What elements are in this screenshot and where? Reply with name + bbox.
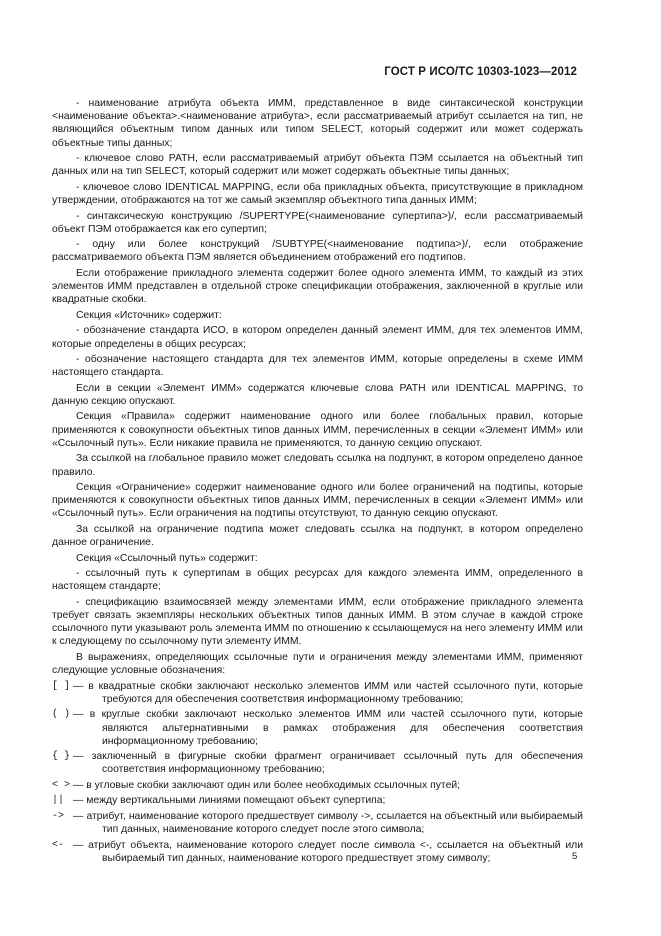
paragraph: - ключевое слово IDENTICAL MAPPING, если оба прикладных объекта, присутствующие в прикладном утверждении, отображаются на тот же самый экземпляр объектного типа данных ИММ; (52, 181, 583, 207)
paragraph: - обозначение стандарта ИСО, в котором определен данный элемент ИММ, для тех элементов ИММ, которые определены в общих ресурсах; (52, 325, 583, 350)
paragraph: В выражениях, определяющих ссылочные пути и ограничения между элементами ИММ, применяют следующие условные обозначения: (52, 651, 583, 677)
notation-text: — атрибут объекта, наименование которого следует после символа <-, ссылается на объектный или выбираемый тип данных, наименование которого предшествует этому символу; (73, 839, 583, 864)
section-heading: Секция «Источник» содержит: (76, 309, 222, 321)
paragraph: Секция «Ограничение» содержит наименование одного или более ограничений на подтипы, которые применяются к совокупности объектных типов данных ИММ, перечисленных в секции «Элемент ИММ» или «Ссылочный путь». Если ограничения на подтипы отсутствуют, то данную секцию опускают. (52, 482, 583, 520)
paragraph: За ссылкой на глобальное правило может следовать ссылка на подпункт, в котором определено данное правило. (52, 453, 583, 478)
notation-item (52, 779, 583, 792)
notation-symbol: -> (52, 810, 65, 822)
notation-text: — в круглые скобки заключают несколько элементов ИММ или частей ссылочного пути, которые являются альтернативными в рамках отображения для обеспечения соответствия информационному требованию; (73, 709, 583, 747)
notation-item (52, 810, 583, 836)
paragraph: - синтаксическую конструкцию /SUPERTYPE(<наименование супертипа>)/, если рассматриваемый объект ПЭМ отображается как его супертип; (52, 210, 583, 235)
document-body (52, 97, 583, 867)
notation-item (52, 794, 583, 807)
notation-symbol: || (52, 795, 65, 807)
document-header: ГОСТ Р ИСО/ТС 10303-1023—2012 (384, 66, 577, 78)
notation-symbol: < > (52, 779, 71, 791)
page-number: 5 (572, 851, 578, 862)
notation-text: — заключенный в фигурные скобки фрагмент ограничивает ссылочный путь для обеспечения соответствия информационному требованию; (73, 751, 583, 776)
notation-item (52, 708, 583, 748)
notation-text: — в квадратные скобки заключают несколько элементов ИММ или частей ссылочного пути, которые требуются для обеспечения соответствия информационному требованию; (73, 680, 583, 705)
notation-symbol: ( ) (52, 709, 71, 721)
paragraph: Если в секции «Элемент ИММ» содержатся ключевые слова PATH или IDENTICAL MAPPING, то данную секцию опускают. (52, 382, 583, 407)
notation-item (52, 750, 583, 776)
notation-symbol: [ ] (52, 680, 71, 692)
paragraph: - наименование атрибута объекта ИММ, представленное в виде синтаксической конструкции <наименование объекта>.<наименование атрибута>, если рассматриваемый атрибут ссылается на тип, не являющийся объектным типом данных или типом SELECT, который содержит или может содержать объектные типы данных; (52, 98, 583, 149)
paragraph: - обозначение настоящего стандарта для тех элементов ИММ, которые определены в схеме ИММ настоящего стандарта. (52, 354, 583, 379)
notation-text: — между вертикальными линиями помещают объект супертипа; (73, 795, 386, 807)
paragraph: Секция «Правила» содержит наименование одного или более глобальных правил, которые применяются к совокупности объектных типов данных ИММ, перечисленных в секции «Элемент ИММ» или «Ссылочный путь». Если никакие правила не применяются, то данную секцию опускают. (52, 411, 583, 449)
paragraph: - спецификацию взаимосвязей между элементами ИММ, если отображение прикладного элемента требует связать экземпляры нескольких объектных типов данных ИММ. В этом случае в каждой строке ссылочного пути указывают роль элемента ИММ по отношению к ссылающемуся на него элементу ИММ или к следующему по ссылочному пути элементу ИММ. (52, 596, 583, 648)
notation-item (52, 839, 583, 865)
notation-text: — в угловые скобки заключают один или более необходимых ссылочных путей; (73, 779, 461, 791)
notation-text: — атрибут, наименование которого предшествует символу ->, ссылается на объектный или выбираемый тип данных, наименование которого следует после этого символа; (73, 810, 583, 836)
notation-item (52, 680, 583, 706)
section-heading: Секция «Ссылочный путь» содержит: (76, 552, 258, 564)
notation-symbol: { } (52, 751, 71, 763)
paragraph: - ссылочный путь к супертипам в общих ресурсах для каждого элемента ИММ, определенного в настоящем стандарте; (52, 568, 583, 593)
paragraph: - одну или более конструкций /SUBTYPE(<наименование подтипа>)/, если отображение рассматриваемого объекта ПЭМ является объединением отображений его подтипов. (52, 239, 583, 264)
paragraph: Если отображение прикладного элемента содержит более одного элемента ИММ, то каждый из этих элементов ИММ представлен в отдельной строке спецификации отображения, заключенной в круглые или квадратные скобки. (52, 267, 583, 306)
paragraph: За ссылкой на ограничение подтипа может следовать ссылка на подпункт, в котором определено данное ограничение. (52, 523, 583, 549)
paragraph: - ключевое слово PATH, если рассматриваемый атрибут объекта ПЭМ ссылается на объектный тип данных или на тип SELECT, который содержит или может содержать объектные типы данных; (52, 153, 583, 178)
notation-symbol: <- (52, 839, 65, 851)
